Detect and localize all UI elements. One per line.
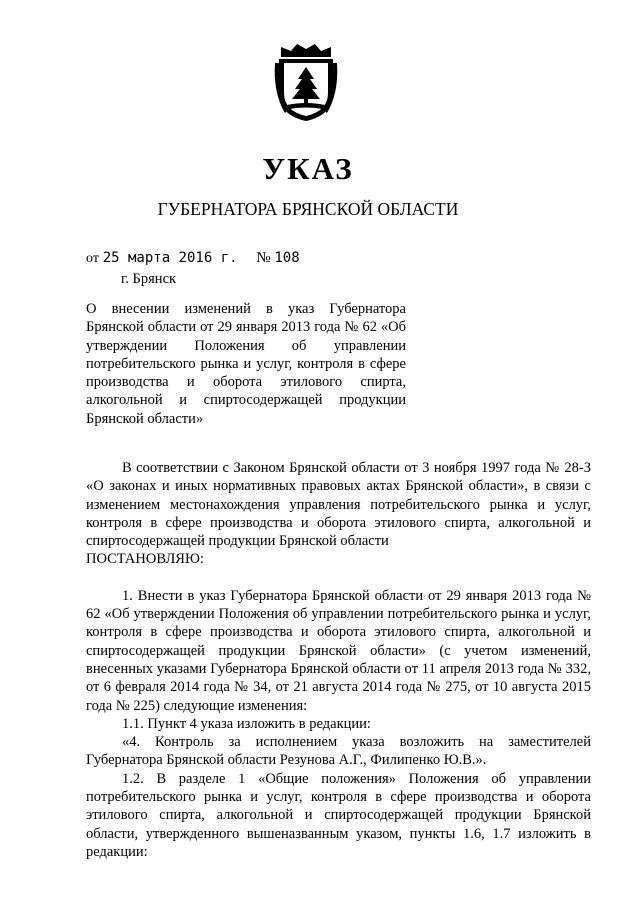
- document-date: 25 марта 2016 г.: [102, 250, 238, 266]
- document-subtitle: ГУБЕРНАТОРА БРЯНСКОЙ ОБЛАСТИ: [157, 199, 459, 219]
- item-1-2-paragraph: 1.2. В разделе 1 «Общие положения» Положения об управлении потребительского рынка и услуг, контроля в сфере производства и оборота этилового спирта, алкогольной и спиртосодержащей продукции Брянской области, утвержденного вышеназванным указом, пункты 1.6, 1.7 изложить в редакции:: [86, 770, 591, 860]
- item-1-1-text: «4. Контроль за исполнением указа возложить на заместителей Губернатора Брянской области Резунова А.Г., Филипенко Ю.В.».: [86, 734, 591, 769]
- item-1-paragraph: 1. Внести в указ Губернатора Брянской области от 29 января 2013 года № 62 «Об утверждении Положения об управлении потребительского рынка и услуг, контроля в сфере производства и оборота этилового спирта, алкогольной и спиртосодержащей продукции Брянской области» (с учетом изменений, внесенных указами Губернатора Брянской области от 11 апреля 2013 года № 332, от 6 февраля 2014 года № 34, от 21 августа 2014 года № 275, от 10 августа 2015 года № 225) следующие изменения:: [86, 587, 591, 714]
- document-meta: [86, 250, 300, 267]
- document-body: [86, 459, 591, 861]
- document-title: УКАЗ: [262, 151, 354, 186]
- document-city: г. Брянск: [121, 271, 177, 287]
- coat-of-arms-emblem: [273, 43, 339, 123]
- document-number-wrap: [256, 250, 299, 267]
- crown-shape: [281, 44, 331, 57]
- number-label: №: [256, 250, 271, 266]
- document-heading: О внесении изменений в указ Губернатора Брянской области от 29 января 2013 года № 62 «Об утверждении Положения об управлении потребительского рынка и услуг, контроля в сфере производства и оборота этилового спирта, алкогольной и спиртосодержащей продукции Брянской области»: [86, 301, 406, 427]
- item-1-1-paragraph: 1.1. Пункт 4 указа изложить в редакции:: [122, 715, 371, 732]
- from-label: от: [86, 251, 99, 266]
- preamble-paragraph: В соответствии с Законом Брянской области от 3 ноября 1997 года № 28-З «О законах и иных нормативных правовых актах Брянской области», в связи с изменением местонахождения управления потребительского рынка и услуг, контроля в сфере производства и оборота этилового спирта, алкогольной и спиртосодержащей продукции Брянской области: [86, 460, 591, 550]
- resolve-line: ПОСТАНОВЛЯЮ:: [86, 551, 204, 568]
- document-number: 108: [274, 250, 300, 266]
